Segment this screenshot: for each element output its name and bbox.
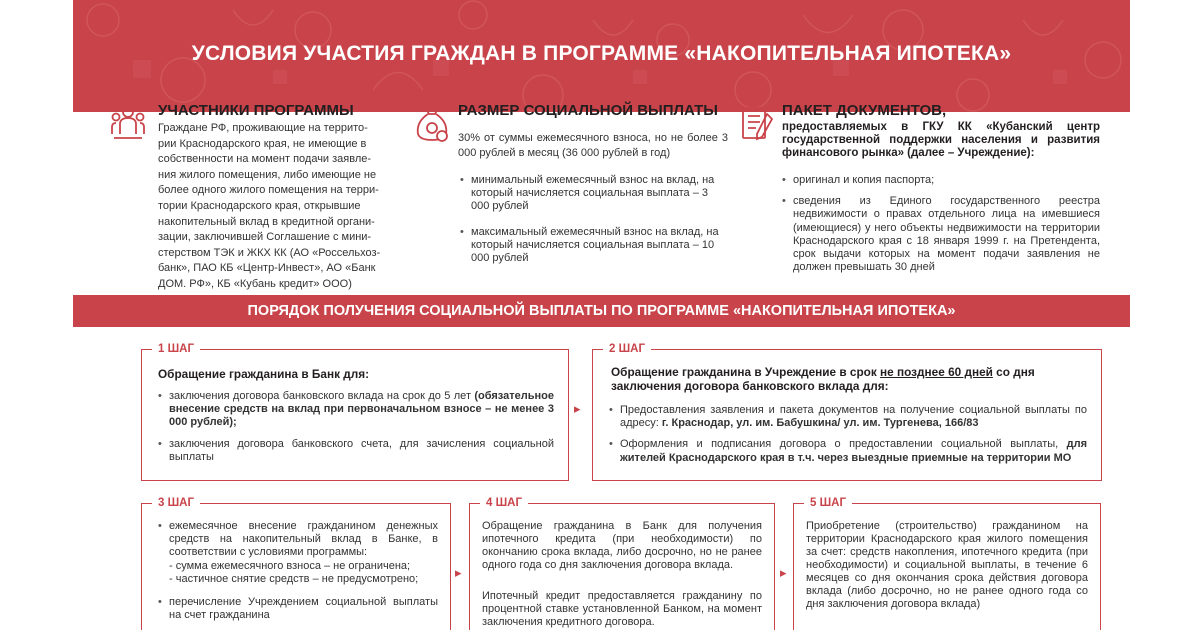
step-2-title-a: Обращение гражданина в Учреждение в срок: [611, 365, 881, 379]
step-1-title: Обращение гражданина в Банк для:: [158, 367, 370, 381]
document-icon: [740, 104, 776, 144]
step-1-box: [141, 343, 569, 481]
arrow-right-icon: ▸: [455, 565, 462, 580]
list-item: • сведения из Единого государственного реестра недвижимости о правах отдельного лица на имевшиеся (имеющиеся) у него объекты недвижимости на территории Краснодарского края с 18 января 1999 г. на Претендента, срок выдачи которых на момент подачи заявления не должен превышать 30 дней: [782, 195, 1100, 274]
participants-heading: УЧАСТНИКИ ПРОГРАММЫ: [158, 102, 354, 119]
step-3-label: 3 ШАГ: [152, 496, 200, 511]
list-item: • перечисление Учреждением социальной выплаты на счет гражданина: [158, 596, 438, 622]
step-2-label: 2 ШАГ: [603, 342, 651, 357]
list-item: [158, 520, 438, 586]
list-item: [609, 404, 1087, 430]
documents-heading: ПАКЕТ ДОКУМЕНТОВ,: [782, 102, 947, 119]
step-3-sub1: - сумма ежемесячного взноса – не ограничена;: [169, 559, 411, 572]
participants-line: накопительный вклад в кредитной органи-: [158, 215, 375, 228]
money-bag-icon: [414, 104, 450, 144]
participants-line: банк», ПАО КБ «Центр-Инвест», АО «Банк: [158, 262, 376, 275]
step-3-bullets: [158, 520, 438, 630]
payment-intro: 30% от суммы ежемесячного взноса, но не более 3 000 рублей в месяц (36 000 рублей в год): [458, 132, 728, 159]
step-4-box: [469, 497, 775, 630]
participants-line: рии Краснодарского края, не имеющие в: [158, 137, 367, 150]
payment-bullets: [460, 174, 728, 277]
participants-line: более одного жилого помещения на терри-: [158, 184, 379, 197]
step-1-label: 1 ШАГ: [152, 342, 200, 357]
participants-line: ния жилого помещения, либо имеющие не: [158, 168, 377, 181]
participants-line: стерством ТЭК и ЖКХ КК (АО «Россельхоз-: [158, 246, 381, 259]
participants-line: тории Краснодарского края, открывшие: [158, 199, 361, 212]
step-5-p1: Приобретение (строительство) гражданином на территории Краснодарского края жилого помещения за счет: средств накопления, ипотечного кредита (при необходимости) и социальной выплаты, в течение 6 месяцев со дня окончания срока действия договора вклада (либо досрочно, но не ранее одного года со дня заключения договора вклада): [806, 520, 1088, 610]
documents-bullets: [782, 174, 1100, 286]
header-banner: [73, 0, 1130, 112]
step-1-b1-text: заключения договора банковского вклада на срок до 5 лет: [169, 390, 475, 402]
documents-subheading: предоставляемых в ГКУ КК «Кубанский центр государственной поддержки населения и развития финансового рынка» (далее – Учреждение):: [782, 121, 1100, 159]
step-2-bullets: [609, 404, 1087, 473]
step-3-b1: • ежемесячное внесение гражданином денежных средств на накопительный вклад в Банке, в соответствии с условиями программы:: [169, 520, 438, 559]
step-1-b1-bold: (обязательное внесение средств на вклад при первоначальном взносе – не менее 3 000 рублей);: [169, 390, 554, 429]
list-item: [609, 438, 1087, 464]
arrow-right-icon: ▸: [780, 565, 787, 580]
procedure-title: ПОРЯДОК ПОЛУЧЕНИЯ СОЦИАЛЬНОЙ ВЫПЛАТЫ ПО ПРОГРАММЕ «НАКОПИТЕЛЬНАЯ ИПОТЕКА»: [73, 295, 1130, 327]
step-2-b2-text: Оформления и подписания договора о предоставлении социальной выплаты,: [620, 438, 1067, 451]
step-2-b2-bold: для жителей Краснодарского края в т.ч. через выездные приемные на территории МО: [620, 438, 1087, 464]
participants-text: [158, 121, 390, 293]
step-4-p1: Обращение гражданина в Банк для получения ипотечного кредита (при необходимости) по окончанию срока вклада, либо досрочно, но не ранее одного года со дня заключения договора вклада.: [482, 520, 762, 571]
step-1-bullets: [158, 390, 554, 472]
list-item: • минимальный ежемесячный взнос на вклад, на который начисляется социальная выплата – 3 000 рублей: [460, 174, 728, 214]
arrow-right-icon: ▸: [574, 401, 581, 416]
step-5-label: 5 ШАГ: [804, 496, 852, 511]
participants-line: Граждане РФ, проживающие на террито-: [158, 122, 368, 134]
list-item: [158, 390, 554, 430]
step-4-label: 4 ШАГ: [480, 496, 528, 511]
payment-heading: РАЗМЕР СОЦИАЛЬНОЙ ВЫПЛАТЫ: [458, 102, 718, 119]
list-item: • оригинал и копия паспорта;: [782, 174, 1100, 187]
step-2-title-deadline: не позднее 60 дней: [880, 365, 993, 379]
step-2-box: [592, 343, 1102, 481]
participants-line: зации, заключившей Соглашение с мини-: [158, 231, 372, 244]
step-2-title: [611, 366, 1081, 393]
step-2-b1-text: Предоставления заявления и пакета документов на получение социальной выплаты по адресу:: [620, 404, 1087, 430]
step-5-box: [793, 497, 1101, 630]
step-3-box: [141, 497, 451, 630]
people-icon: [110, 104, 146, 144]
page-title: УСЛОВИЯ УЧАСТИЯ ГРАЖДАН В ПРОГРАММЕ «НАКОПИТЕЛЬНАЯ ИПОТЕКА»: [191, 42, 1012, 65]
list-item: • заключения договора банковского счета, для зачисления социальной выплаты: [158, 438, 554, 464]
participants-line: собственности на момент подачи заявле-: [158, 153, 372, 166]
participants-line: ДОМ. РФ», КБ «Кубань кредит» ООО): [158, 277, 352, 290]
step-2-b1-bold: г. Краснодар, ул. им. Бабушкина/ ул. им. Тургенева, 166/83: [661, 417, 979, 430]
step-3-sub2: - частичное снятие средств – не предусмотрено;: [169, 572, 419, 585]
step-4-p2: Ипотечный кредит предоставляется гражданину по процентной ставке установленной Банком, на момент заключения кредитного договора.: [482, 590, 762, 628]
list-item: • максимальный ежемесячный взнос на вклад, на который начисляется социальная выплата – 10 000 рублей: [460, 226, 728, 266]
step-2-title-b: со дня заключения договора банковского вклада для:: [611, 365, 1035, 393]
